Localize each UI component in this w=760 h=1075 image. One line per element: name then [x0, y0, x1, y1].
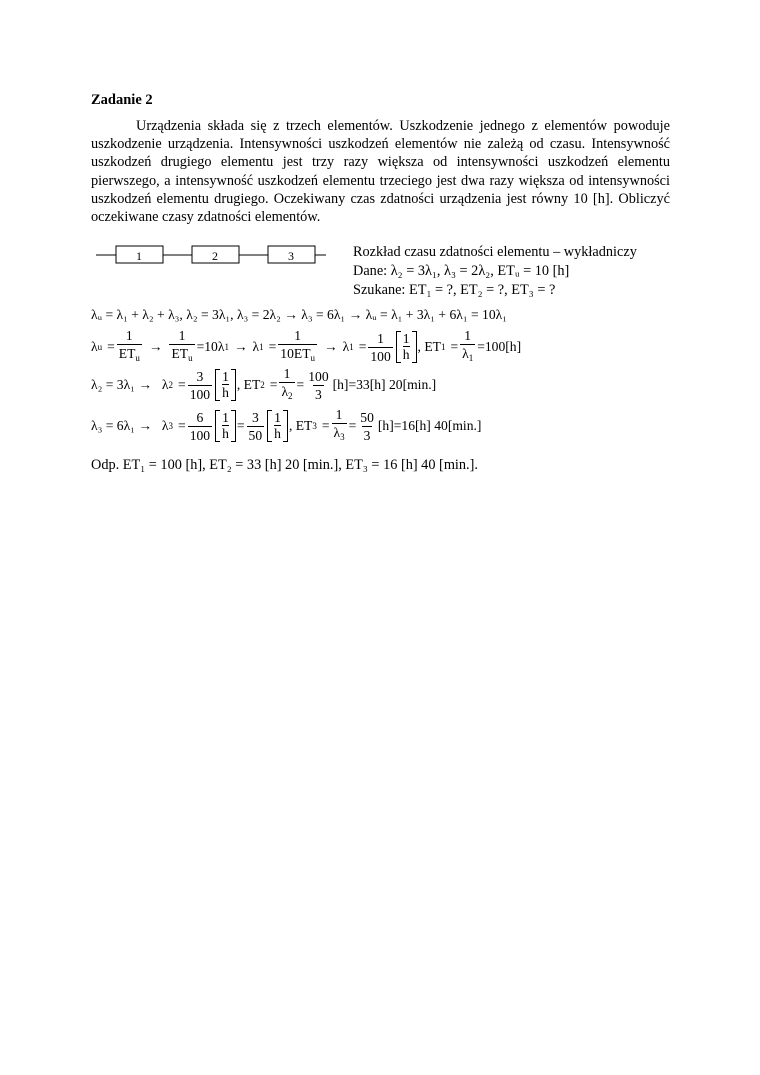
series-circuit-diagram [96, 244, 326, 266]
equation-lambda-2: λ₂ = 3λ₁ → λ 2 = $\frac{3}{100}$ $\frac{1}{h}$ , ET 2 = $\frac{1}{\lambda_2}$ = $\frac{100}{3}$ [h]=33[h] 20[min.] [91, 366, 436, 404]
task-description-text: Urządzenia składa się z trzech elementów. Uszkodzenie jednego z elementów powoduje uszkodzenie urządzenia. Intensywności uszkodzeń elementów nie zależą od czasu. Intensywność uszkodzeń drugiego elementu jest trzy razy większa od intensywności uszkodzeń elementu pierwszego, a intensywność uszkodzeń elementu trzeciego jest dwa razy większa od intensywności uszkodzeń elementu drugiego. Oczekiwany czas zdatności urządzenia jest równy 10 [h]. Obliczyć oczekiwane czasy zdatności elementów. [91, 118, 670, 226]
unit-bracket-per-hour-2: $\frac{1}{h}$ [215, 369, 236, 401]
eq2-equals: = [107, 339, 115, 354]
fraction-100-over-3: $\frac{100}{3}$ [308, 368, 329, 402]
fraction-1-over-lambda3: $\frac{1}{\lambda_3}$ [332, 407, 347, 445]
element-label-3: 3 [288, 249, 294, 263]
answer-line: Odp. ET₁ = 100 [h], ET₂ = 33 [h] 20 [min.], ET₃ = 16 [h] 40 [min.]. [91, 457, 478, 473]
fraction-1-over-10etu: $\frac{1}{10ET_u}$ [278, 328, 317, 366]
fraction-3-over-50: $\frac{3}{50}$ [248, 409, 263, 443]
eq4-lead: λ₃ = 6λ₁ → [91, 418, 152, 433]
equation-lambda-3: λ₃ = 6λ₁ → λ 3 = $\frac{6}{100}$ $\frac{1}{h}$ = $\frac{3}{50}$ $\frac{1}{h}$ , ET 3 = $\frac{1}{\lambda_3}$ = $\frac{50}{3}$ [h]=16[h] 40[min.] [91, 407, 481, 445]
distribution-line: Rozkład czasu zdatności elementu – wykładniczy [353, 244, 637, 260]
unit-bracket-per-hour-4: $\frac{1}{h}$ [267, 410, 288, 442]
eq3-lead: λ₂ = 3λ₁ → [91, 377, 152, 392]
fraction-1-over-etu-2: $\frac{1}{ET_u}$ [169, 328, 194, 366]
fraction-3-over-100: $\frac{3}{100}$ [189, 368, 211, 402]
equation-lambda-1: λ u = $\frac{1}{ET_u}$ → $\frac{1}{ET_u}$ =10λ 1 → λ 1 = $\frac{1}{10ET_u}$ → λ 1 = $\frac{1}{100}$ $\frac{1}{h}$ , ET 1 = $\frac{1}{\lambda_1}$ =100[h] [91, 328, 521, 366]
fraction-1-over-etu: $\frac{1}{ET_u}$ [117, 328, 142, 366]
unit-bracket-per-hour-3: $\frac{1}{h}$ [215, 410, 236, 442]
task-heading: Zadanie 2 [91, 92, 153, 108]
fraction-50-over-3: $\frac{50}{3}$ [360, 409, 374, 443]
eq4-result: [h]=16[h] 40[min.] [377, 418, 482, 433]
eq2-arrow-1: → [148, 339, 163, 354]
given-line: Dane: λ₂ = 3λ₁, λ₃ = 2λ₂, ETᵤ = 10 [h] [353, 263, 570, 279]
equation-total-rate-text: λᵤ = λ₁ + λ₂ + λ₃, λ₂ = 3λ₁, λ₃ = 2λ₂ → λ₃ = 6λ₁ → λᵤ = λ₁ + 3λ₁ + 6λ₁ = 10λ₁ [91, 307, 507, 322]
sought-line: Szukane: ET₁ = ?, ET₂ = ?, ET₃ = ? [353, 282, 556, 298]
element-label-2: 2 [212, 249, 218, 263]
fraction-1-over-lambda1: $\frac{1}{\lambda_1}$ [460, 328, 475, 366]
eq2-ten-lambda: =10λ [196, 339, 225, 354]
eq2-sub: u [97, 342, 103, 352]
fraction-1-over-lambda2: $\frac{1}{\lambda_2}$ [279, 366, 294, 404]
eq2-arrow-3: → [324, 339, 338, 354]
eq2-result: =100[h] [477, 339, 522, 354]
task-description [91, 117, 670, 226]
eq2-lambda: λ [91, 339, 98, 354]
eq3-result: [h]=33[h] 20[min.] [332, 377, 437, 392]
fraction-6-over-100: $\frac{6}{100}$ [189, 409, 211, 443]
given-data [353, 243, 637, 300]
element-label-1: 1 [136, 249, 142, 263]
equation-total-rate [91, 307, 507, 323]
unit-bracket-per-hour: $\frac{1}{h}$ [396, 331, 417, 363]
eq2-arrow-2: → [233, 339, 248, 354]
fraction-1-over-100: $\frac{1}{100}$ [370, 330, 391, 364]
